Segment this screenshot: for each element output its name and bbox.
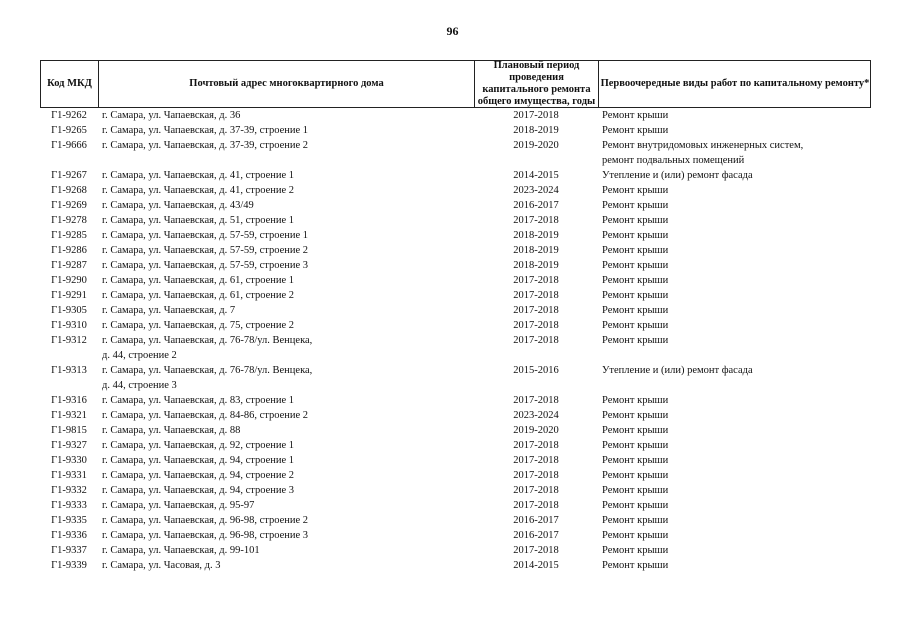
works-line: Ремонт крыши: [602, 260, 669, 271]
address-line: г. Самара, ул. Чапаевская, д. 41, строение 1: [102, 170, 295, 181]
cell-works: [602, 543, 870, 558]
cell-address: [102, 528, 402, 543]
capital-repair-table: [40, 60, 871, 571]
address-line: г. Самара, ул. Чапаевская, д. 94, строение 3: [102, 485, 295, 496]
cell-period: 2017-2018: [513, 110, 559, 121]
works-line: Ремонт крыши: [602, 245, 669, 256]
header-address: Почтовый адрес многоквартирного дома: [99, 61, 475, 107]
cell-period: 2018-2019: [513, 245, 559, 256]
cell-works: [602, 513, 870, 528]
table-row: [40, 228, 871, 243]
cell-address: [102, 138, 402, 153]
cell-period: 2016-2017: [513, 515, 559, 526]
cell-code: Г1-9267: [51, 170, 87, 181]
table-row: [40, 468, 871, 483]
cell-code: Г1-9666: [51, 140, 87, 151]
cell-works: [602, 483, 870, 498]
works-line: Ремонт крыши: [602, 485, 669, 496]
cell-works: [602, 123, 870, 138]
cell-period: 2019-2020: [513, 425, 559, 436]
cell-address: [102, 273, 402, 288]
works-line: Ремонт крыши: [602, 395, 669, 406]
cell-code: Г1-9286: [51, 245, 87, 256]
address-line: г. Самара, ул. Чапаевская, д. 92, строение 1: [102, 440, 295, 451]
table-row: [40, 273, 871, 288]
cell-code: Г1-9290: [51, 275, 87, 286]
works-line: Ремонт крыши: [602, 290, 669, 301]
works-line: Ремонт крыши: [602, 515, 669, 526]
cell-code: Г1-9321: [51, 410, 87, 421]
cell-works: [602, 183, 870, 198]
cell-code: Г1-9291: [51, 290, 87, 301]
address-line: д. 44, строение 3: [102, 380, 177, 391]
table-row: [40, 528, 871, 543]
address-line: г. Самара, ул. Чапаевская, д. 61, строение 2: [102, 290, 295, 301]
cell-address: [102, 213, 402, 228]
cell-period: 2017-2018: [513, 290, 559, 301]
cell-address: [102, 108, 402, 123]
cell-address: [102, 468, 402, 483]
cell-works: [602, 498, 870, 513]
cell-code: Г1-9305: [51, 305, 87, 316]
works-line: Ремонт крыши: [602, 335, 669, 346]
cell-works: [602, 408, 870, 423]
works-line: Утепление и (или) ремонт фасада: [602, 365, 753, 376]
address-line: г. Самара, ул. Чапаевская, д. 57-59, строение 1: [102, 230, 309, 241]
cell-code: Г1-9337: [51, 545, 87, 556]
cell-period: 2017-2018: [513, 440, 559, 451]
works-line: Ремонт крыши: [602, 275, 669, 286]
works-line: Ремонт крыши: [602, 305, 669, 316]
table-row: [40, 408, 871, 423]
cell-address: [102, 438, 402, 453]
cell-period: 2017-2018: [513, 545, 559, 556]
address-line: г. Самара, ул. Чапаевская, д. 57-59, строение 3: [102, 260, 309, 271]
cell-code: Г1-9268: [51, 185, 87, 196]
cell-code: Г1-9331: [51, 470, 87, 481]
works-line: Утепление и (или) ремонт фасада: [602, 170, 753, 181]
works-line: ремонт подвальных помещений: [602, 155, 745, 166]
cell-address: [102, 168, 402, 183]
table-row: [40, 258, 871, 273]
works-line: Ремонт крыши: [602, 320, 669, 331]
address-line: г. Самара, ул. Чапаевская, д. 61, строение 1: [102, 275, 295, 286]
cell-period: 2017-2018: [513, 305, 559, 316]
cell-code: Г1-9316: [51, 395, 87, 406]
table-row: [40, 543, 871, 558]
cell-works: [602, 228, 870, 243]
table-row: [40, 108, 871, 123]
table-row: [40, 363, 871, 393]
table-row: [40, 558, 871, 573]
cell-address: [102, 228, 402, 243]
works-line: Ремонт крыши: [602, 560, 669, 571]
works-line: Ремонт крыши: [602, 530, 669, 541]
cell-address: [102, 408, 402, 423]
cell-works: [602, 258, 870, 273]
cell-works: [602, 393, 870, 408]
cell-works: [602, 213, 870, 228]
cell-code: Г1-9262: [51, 110, 87, 121]
table-row: [40, 123, 871, 138]
address-line: г. Самара, ул. Чапаевская, д. 83, строение 1: [102, 395, 295, 406]
cell-address: [102, 333, 402, 363]
address-line: г. Самара, ул. Чапаевская, д. 96-98, строение 2: [102, 515, 309, 526]
works-line: Ремонт крыши: [602, 110, 669, 121]
works-line: Ремонт крыши: [602, 410, 669, 421]
table-header: [40, 60, 871, 108]
address-line: г. Самара, ул. Чапаевская, д. 75, строение 2: [102, 320, 295, 331]
works-line: Ремонт крыши: [602, 545, 669, 556]
cell-period: 2014-2015: [513, 170, 559, 181]
cell-address: [102, 303, 402, 318]
address-line: г. Самара, ул. Чапаевская, д. 57-59, строение 2: [102, 245, 309, 256]
cell-address: [102, 198, 402, 213]
cell-period: 2016-2017: [513, 200, 559, 211]
cell-works: [602, 558, 870, 573]
page-number: 96: [446, 24, 459, 38]
cell-works: [602, 363, 870, 378]
cell-works: [602, 273, 870, 288]
cell-code: Г1-9330: [51, 455, 87, 466]
table-body: [40, 108, 871, 573]
table-row: [40, 423, 871, 438]
address-line: г. Самара, ул. Чапаевская, д. 76-78/ул. Венцека,: [102, 335, 313, 346]
cell-address: [102, 393, 402, 408]
works-line: Ремонт крыши: [602, 125, 669, 136]
cell-works: [602, 138, 870, 168]
address-line: г. Самара, ул. Чапаевская, д. 94, строение 2: [102, 470, 295, 481]
cell-works: [602, 303, 870, 318]
address-line: г. Самара, ул. Чапаевская, д. 7: [102, 305, 236, 316]
table-row: [40, 183, 871, 198]
cell-period: 2016-2017: [513, 530, 559, 541]
cell-period: 2019-2020: [513, 140, 559, 151]
cell-address: [102, 318, 402, 333]
cell-period: 2015-2016: [513, 365, 559, 376]
table-row: [40, 483, 871, 498]
cell-works: [602, 528, 870, 543]
cell-address: [102, 258, 402, 273]
cell-works: [602, 288, 870, 303]
table-row: [40, 168, 871, 183]
cell-works: [602, 438, 870, 453]
cell-code: Г1-9313: [51, 365, 87, 376]
cell-period: 2017-2018: [513, 335, 559, 346]
cell-code: Г1-9336: [51, 530, 87, 541]
cell-works: [602, 468, 870, 483]
header-works: Первоочередные виды работ по капитальному ремонту*: [600, 78, 870, 89]
cell-period: 2017-2018: [513, 500, 559, 511]
works-line: Ремонт крыши: [602, 455, 669, 466]
cell-address: [102, 543, 402, 558]
works-line: Ремонт крыши: [602, 470, 669, 481]
cell-period: 2017-2018: [513, 455, 559, 466]
address-line: г. Самара, ул. Чапаевская, д. 37-39, строение 2: [102, 140, 309, 151]
cell-period: 2014-2015: [513, 560, 559, 571]
address-line: г. Самара, ул. Чапаевская, д. 36: [102, 110, 241, 121]
cell-address: [102, 498, 402, 513]
address-line: г. Самара, ул. Чапаевская, д. 96-98, строение 3: [102, 530, 309, 541]
table-row: [40, 243, 871, 258]
address-line: г. Самара, ул. Чапаевская, д. 95-97: [102, 500, 255, 511]
address-line: г. Самара, ул. Чапаевская, д. 37-39, строение 1: [102, 125, 309, 136]
works-line: Ремонт внутридомовых инженерных систем,: [602, 140, 804, 151]
table-row: [40, 513, 871, 528]
cell-period: 2018-2019: [513, 125, 559, 136]
cell-address: [102, 483, 402, 498]
table-row: [40, 498, 871, 513]
cell-address: [102, 453, 402, 468]
cell-code: Г1-9335: [51, 515, 87, 526]
works-line: Ремонт крыши: [602, 215, 669, 226]
cell-code: Г1-9339: [51, 560, 87, 571]
cell-period: 2017-2018: [513, 275, 559, 286]
cell-address: [102, 513, 402, 528]
works-line: Ремонт крыши: [602, 230, 669, 241]
header-period: Плановый период проведения капитального ремонта общего имущества, годы: [475, 61, 599, 107]
cell-period: 2017-2018: [513, 215, 559, 226]
cell-period: 2018-2019: [513, 260, 559, 271]
address-line: г. Самара, ул. Чапаевская, д. 76-78/ул. Венцека,: [102, 365, 313, 376]
cell-code: Г1-9287: [51, 260, 87, 271]
table-row: [40, 213, 871, 228]
cell-code: Г1-9815: [51, 425, 87, 436]
cell-address: [102, 243, 402, 258]
cell-address: [102, 123, 402, 138]
cell-works: [602, 168, 870, 183]
cell-code: Г1-9278: [51, 215, 87, 226]
table-row: [40, 303, 871, 318]
address-line: г. Самара, ул. Чапаевская, д. 84-86, строение 2: [102, 410, 309, 421]
cell-period: 2023-2024: [513, 410, 559, 421]
table-row: [40, 198, 871, 213]
cell-address: [102, 558, 402, 573]
works-line: Ремонт крыши: [602, 500, 669, 511]
cell-works: [602, 423, 870, 438]
cell-period: 2018-2019: [513, 230, 559, 241]
cell-works: [602, 198, 870, 213]
table-row: [40, 438, 871, 453]
address-line: г. Самара, ул. Чапаевская, д. 51, строение 1: [102, 215, 295, 226]
address-line: г. Самара, ул. Чапаевская, д. 99-101: [102, 545, 260, 556]
address-line: г. Самара, ул. Чапаевская, д. 41, строение 2: [102, 185, 295, 196]
cell-works: [602, 318, 870, 333]
address-line: г. Самара, ул. Чапаевская, д. 94, строение 1: [102, 455, 295, 466]
table-row: [40, 138, 871, 168]
cell-code: Г1-9333: [51, 500, 87, 511]
cell-works: [602, 108, 870, 123]
cell-address: [102, 423, 402, 438]
cell-code: Г1-9285: [51, 230, 87, 241]
cell-address: [102, 183, 402, 198]
table-row: [40, 288, 871, 303]
address-line: д. 44, строение 2: [102, 350, 177, 361]
cell-works: [602, 333, 870, 348]
cell-period: 2017-2018: [513, 395, 559, 406]
table-row: [40, 393, 871, 408]
address-line: г. Самара, ул. Чапаевская, д. 88: [102, 425, 241, 436]
cell-code: Г1-9310: [51, 320, 87, 331]
cell-code: Г1-9265: [51, 125, 87, 136]
cell-period: 2023-2024: [513, 185, 559, 196]
works-line: Ремонт крыши: [602, 425, 669, 436]
cell-period: 2017-2018: [513, 320, 559, 331]
cell-code: Г1-9332: [51, 485, 87, 496]
cell-period: 2017-2018: [513, 485, 559, 496]
cell-code: Г1-9327: [51, 440, 87, 451]
cell-works: [602, 243, 870, 258]
works-line: Ремонт крыши: [602, 185, 669, 196]
table-row: [40, 318, 871, 333]
cell-code: Г1-9312: [51, 335, 87, 346]
works-line: Ремонт крыши: [602, 440, 669, 451]
works-line: Ремонт крыши: [602, 200, 669, 211]
cell-code: Г1-9269: [51, 200, 87, 211]
table-row: [40, 453, 871, 468]
cell-period: 2017-2018: [513, 470, 559, 481]
table-row: [40, 333, 871, 363]
cell-works: [602, 453, 870, 468]
address-line: г. Самара, ул. Чапаевская, д. 43/49: [102, 200, 254, 211]
cell-address: [102, 288, 402, 303]
cell-address: [102, 363, 402, 393]
header-code: Код МКД: [41, 61, 99, 107]
address-line: г. Самара, ул. Часовая, д. 3: [102, 560, 221, 571]
